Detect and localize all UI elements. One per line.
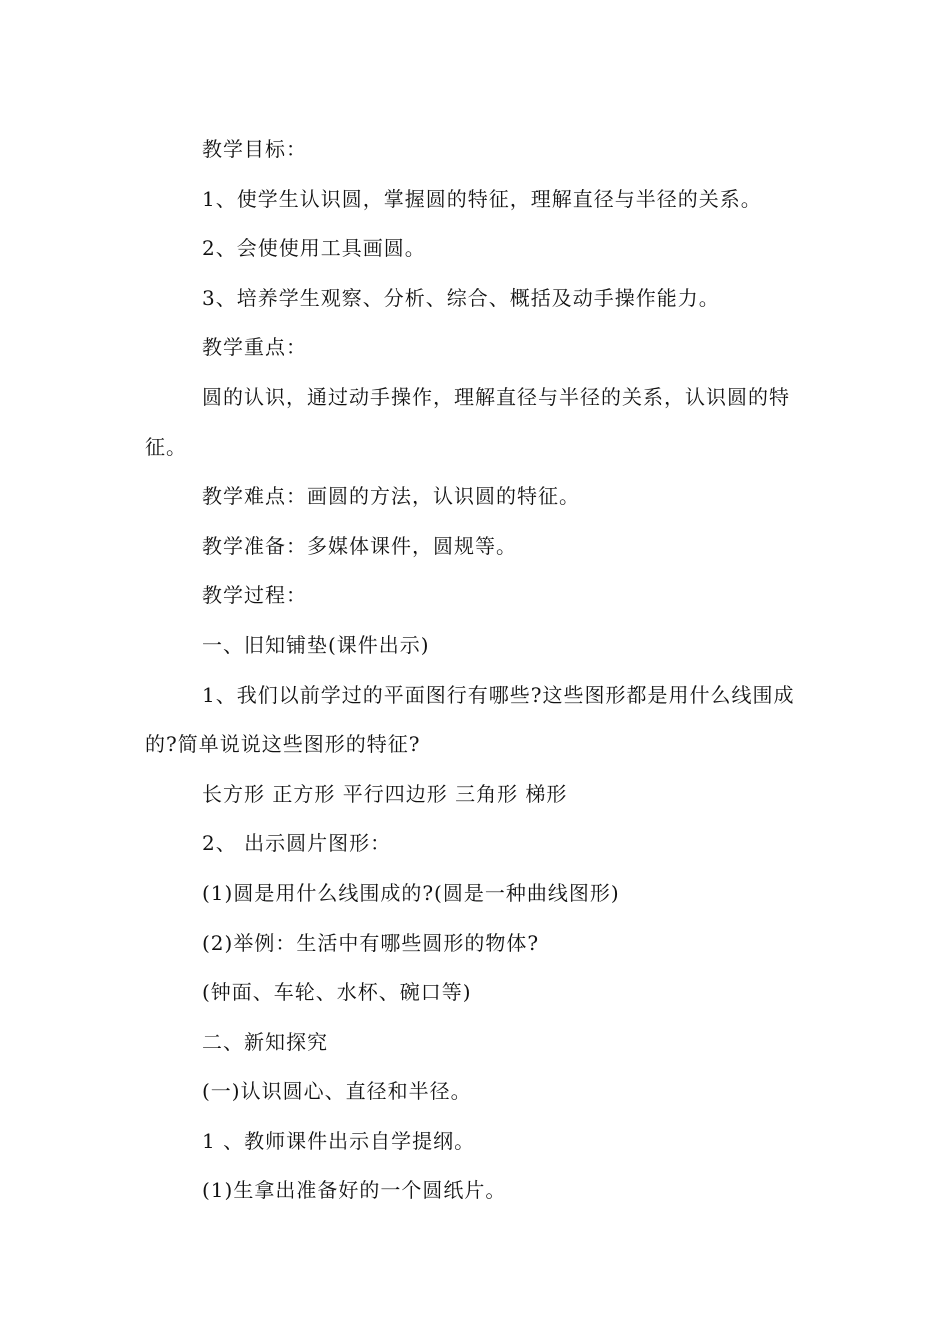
key-points-text: 圆的认识，通过动手操作，理解直径与半径的关系，认识圆的特征。 xyxy=(145,384,790,459)
section-two-title: 二、新知探究 xyxy=(202,1029,328,1054)
section-one-title: 一、旧知铺垫(课件出示) xyxy=(202,632,430,657)
section-two-part-1: (一)认识圆心、直径和半径。 xyxy=(202,1079,472,1104)
shape-list: 长方形 正方形 平行四边形 三角形 梯形 xyxy=(202,781,568,806)
sub-item-2: (2)举例：生活中有哪些圆形的物体? xyxy=(202,930,540,955)
examples-text: (钟面、车轮、水杯、碗口等) xyxy=(202,980,472,1005)
teaching-preparation: 教学准备：多媒体课件，圆规等。 xyxy=(202,533,517,558)
sub-item-1: (1)圆是用什么线围成的?(圆是一种曲线图形) xyxy=(202,880,620,905)
difficult-points: 教学难点：画圆的方法，认识圆的特征。 xyxy=(202,484,580,509)
document-body xyxy=(145,125,810,1216)
goal-item-1: 1、使学生认识圆，掌握圆的特征，理解直径与半径的关系。 xyxy=(202,186,762,211)
goal-item-2: 2、会使使用工具画圆。 xyxy=(202,236,426,261)
section-one-item-1: 1、我们以前学过的平面图行有哪些?这些图形都是用什么线围成的?简单说说这些图形的特征? xyxy=(145,682,795,757)
section-one-item-2: 2、 出示圆片图形： xyxy=(202,831,392,856)
heading-teaching-goals: 教学目标： xyxy=(202,137,307,161)
heading-key-points: 教学重点： xyxy=(202,335,307,360)
goal-item-3: 3、培养学生观察、分析、综合、概括及动手操作能力。 xyxy=(202,285,720,310)
section-two-sub-item-1: (1)生拿出准备好的一个圆纸片。 xyxy=(202,1178,507,1203)
heading-teaching-process: 教学过程： xyxy=(202,583,307,608)
section-two-item-1: 1 、教师课件出示自学提纲。 xyxy=(202,1128,476,1153)
